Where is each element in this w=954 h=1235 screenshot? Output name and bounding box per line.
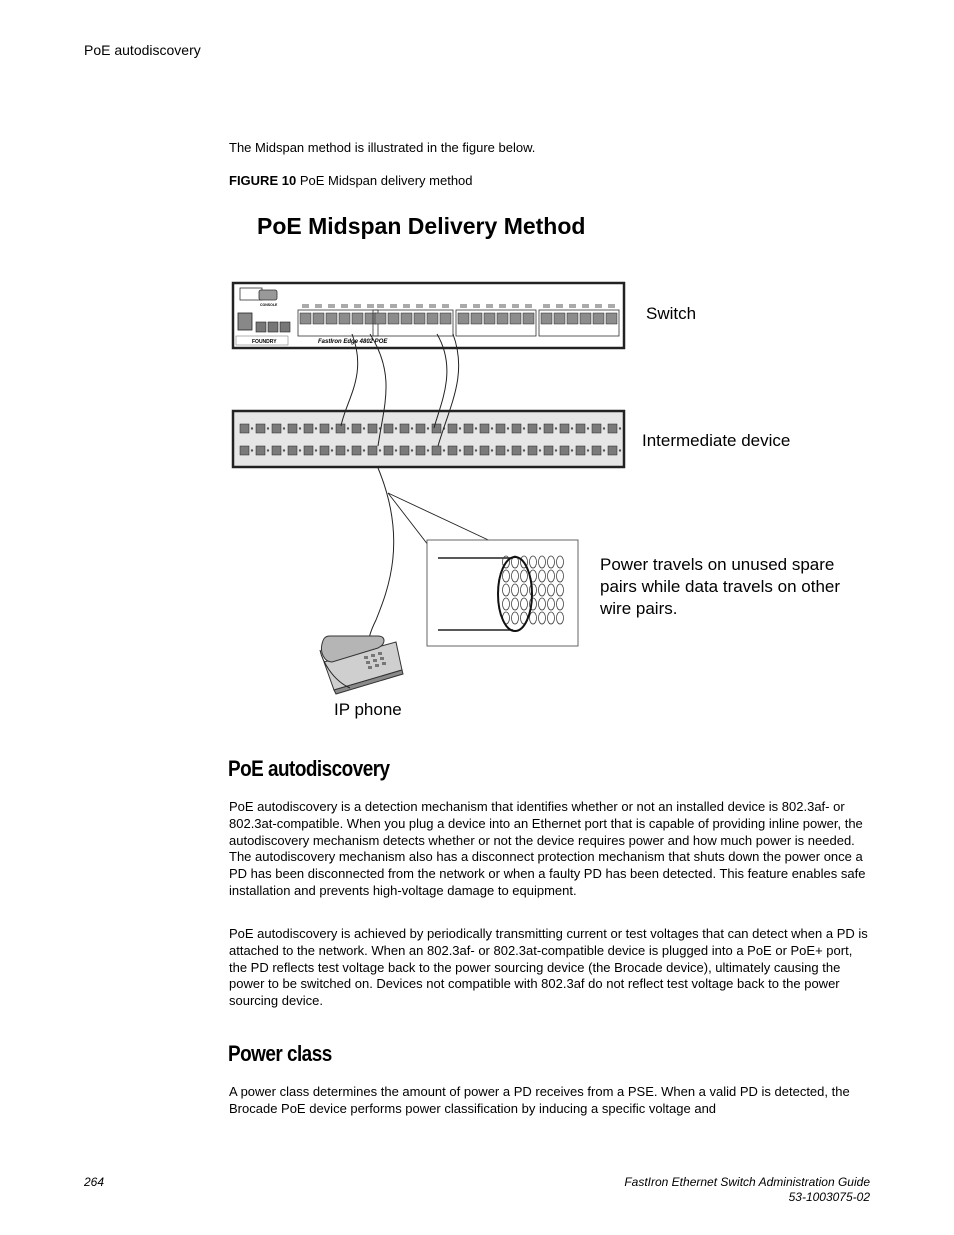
switch-console-label: CONSOLE	[260, 303, 278, 307]
figure-caption	[229, 173, 473, 188]
ip-phone-label: IP phone	[334, 700, 402, 719]
footer-doc-title: FastIron Ethernet Switch Administration Guide	[624, 1175, 870, 1189]
footer-doc-info	[624, 1175, 870, 1205]
running-header: PoE autodiscovery	[84, 42, 201, 58]
autodiscovery-paragraph-1: PoE autodiscovery is a detection mechanism that identifies whether or not an installed device is 802.3af- or 802.3at-compatible. When you plug a device into an Ethernet port that is capable of providing inline power, the autodiscovery mechanism detects whether or not the device requires power and how much power is needed. The autodiscovery mechanism also has a disconnect protection mechanism that shuts down the power once a PD has been disconnected from the network or when a faulty PD has been detected. This feature enables safe installation and prevents high-voltage damage to equipment.	[229, 799, 866, 898]
power-note-line-3: wire pairs.	[600, 599, 678, 618]
cable-zoom-callout	[388, 493, 578, 646]
figure-title: PoE Midspan Delivery Method	[257, 213, 586, 239]
autodiscovery-paragraph-2: PoE autodiscovery is achieved by periodically transmitting current or test voltages that can detect when a PD is attached to the network. When an 802.3af- or 802.3at-compatible device is plugged into a PoE or PoE+ port, the PD reflects test voltage back to the power sourcing device (the Brocade device), ultimately causing the power to be switched on. Devices not compatible with 802.3af do not reflect test voltage back to the power sourcing device.	[229, 926, 868, 1009]
figure-label: FIGURE 10	[229, 173, 297, 188]
switch-label: Switch	[646, 304, 697, 323]
page-number: 264	[84, 1175, 105, 1189]
switch-device	[233, 283, 624, 348]
power-note-line-1: Power travels on unused spare	[600, 555, 835, 574]
power-class-paragraph-1: A power class determines the amount of power a PD receives from a PSE. When a valid PD is detected, the Brocade PoE device performs power classification by inducing a specific voltage and	[229, 1084, 850, 1116]
poe-midspan-figure	[228, 200, 888, 730]
switch-model: FastIron Edge 4802 POE	[318, 339, 388, 345]
intro-text: The Midspan method is illustrated in the figure below.	[229, 140, 536, 155]
intermediate-label: Intermediate device	[642, 431, 791, 450]
power-note-line-2: pairs while data travels on other	[600, 577, 841, 596]
ip-phone-icon	[320, 636, 403, 694]
switch-brand: FOUNDRY	[252, 339, 277, 345]
section-heading-power-class: Power class	[228, 1041, 332, 1066]
section-heading-autodiscovery: PoE autodiscovery	[228, 756, 390, 781]
footer-doc-number: 53-1003075-02	[788, 1190, 870, 1204]
intermediate-device	[233, 411, 624, 467]
figure-caption-text: PoE Midspan delivery method	[299, 173, 473, 188]
